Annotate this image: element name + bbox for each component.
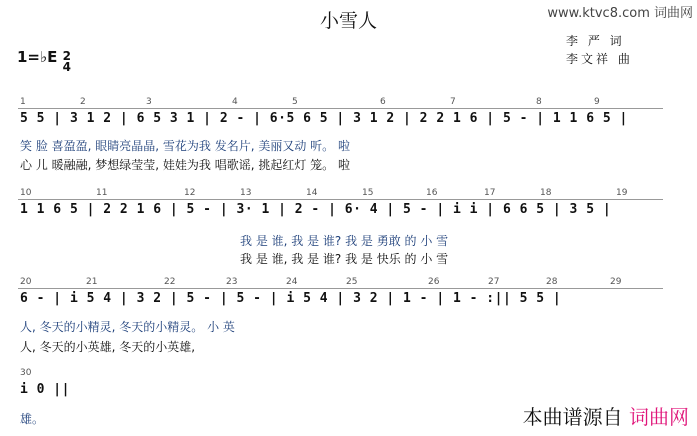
lyric-verse-1: 笑 脸 喜盈盈, 眼睛亮晶晶, 雪花为我 发名片, 美丽又动 听。 啦 [20, 139, 350, 153]
staff-rule [18, 108, 663, 109]
key-signature [17, 48, 71, 73]
time-bottom: 4 [62, 60, 71, 74]
lyric-verse-2: 人, 冬天的小英雄, 冬天的小英雄, [20, 340, 196, 354]
bar-number: 21 [86, 277, 98, 287]
bar-number: 2 [80, 97, 86, 107]
lyric-verse-1: 人, 冬天的小精灵, 冬天的小精灵。 小 英 [20, 320, 235, 334]
bar-number: 19 [616, 188, 628, 198]
bar-number: 12 [184, 188, 196, 198]
bar-number: 26 [428, 277, 440, 287]
bar-number: 20 [20, 277, 32, 287]
bar-number: 18 [540, 188, 552, 198]
bar-number: 28 [546, 277, 558, 287]
watermark-text: 本曲谱源自 [522, 405, 623, 429]
site-url[interactable]: www.ktvc8.com 词曲网 [547, 6, 693, 21]
staff-rule [18, 288, 663, 289]
time-top: 2 [62, 49, 71, 63]
bar-number: 27 [488, 277, 500, 287]
notation-line: i 0 || [20, 382, 70, 397]
lyric-verse-1: 我 是 谁, 我 是 谁? 我 是 勇敢 的 小 雪 [240, 234, 449, 248]
bar-number: 13 [240, 188, 252, 198]
bar-number: 11 [96, 188, 108, 198]
notation-line: 6 - | i 5 4 | 3 2 | 5 - | 5 - | i 5 4 | 3 2 | 1 - | 1 - :|| 5 5 | [20, 291, 562, 306]
bar-number: 24 [286, 277, 298, 287]
staff-rule [18, 199, 663, 200]
lyric-verse-2: 我 是 谁, 我 是 谁? 我 是 快乐 的 小 雪 [240, 252, 449, 266]
bar-number: 23 [226, 277, 238, 287]
bar-number: 17 [484, 188, 496, 198]
bar-number: 30 [20, 368, 32, 378]
bar-number: 8 [536, 97, 542, 107]
bar-number: 25 [346, 277, 358, 287]
bar-number: 4 [232, 97, 238, 107]
bar-number: 1 [20, 97, 26, 107]
bar-number: 14 [306, 188, 318, 198]
bar-number: 29 [610, 277, 622, 287]
notation-line: 5 5 | 3 1 2 | 6 5 3 1 | 2 - | 6·5 6 5 | 3 1 2 | 2 2 1 6 | 5 - | 1 1 6 5 | [20, 111, 628, 126]
page-title: 小雪人 [319, 10, 377, 32]
composer-credit: 李文祥 曲 [566, 52, 633, 66]
lyric-verse-2: 心 儿 暖融融, 梦想绿莹莹, 娃娃为我 唱歌谣, 挑起红灯 笼。 啦 [20, 158, 350, 172]
lyricist-credit: 李 严 词 [566, 34, 625, 48]
bar-number: 3 [146, 97, 152, 107]
bar-number: 6 [380, 97, 386, 107]
bar-number: 5 [292, 97, 298, 107]
bar-number: 9 [594, 97, 600, 107]
key-text: 1=♭E [17, 48, 58, 66]
bar-number: 16 [426, 188, 438, 198]
source-watermark [523, 401, 689, 430]
bar-number: 15 [362, 188, 374, 198]
bar-number: 22 [164, 277, 176, 287]
bar-number: 7 [450, 97, 456, 107]
watermark-brand: 词曲网 [629, 405, 689, 429]
time-signature [63, 51, 71, 73]
lyric-verse-1: 雄。 [20, 412, 45, 426]
bar-number: 10 [20, 188, 32, 198]
notation-line: 1 1 6 5 | 2 2 1 6 | 5 - | 3· 1 | 2 - | 6· 4 | 5 - | i i | 6 6 5 | 3 5 | [20, 202, 612, 217]
